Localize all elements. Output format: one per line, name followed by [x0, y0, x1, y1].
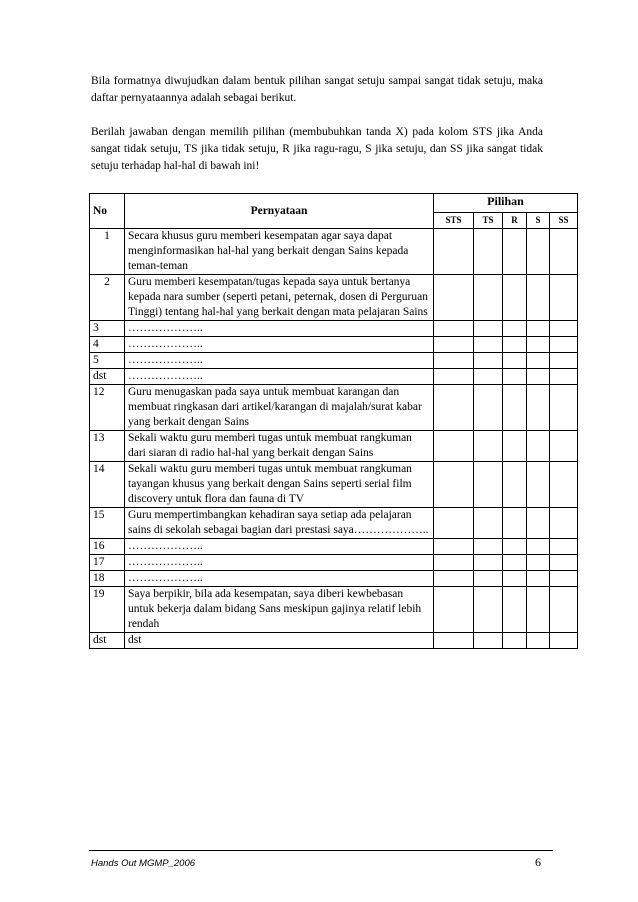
answer-cell-ts[interactable] [474, 555, 503, 571]
row-statement: ……………….. [125, 321, 434, 337]
answer-cell-sts[interactable] [434, 555, 474, 571]
answer-cell-ss[interactable] [550, 462, 578, 508]
answer-cell-s[interactable] [527, 229, 550, 275]
questionnaire-table [89, 193, 578, 649]
answer-cell-ts[interactable] [474, 353, 503, 369]
answer-cell-s[interactable] [527, 555, 550, 571]
answer-cell-s[interactable] [527, 539, 550, 555]
answer-cell-r[interactable] [503, 431, 527, 462]
answer-cell-ts[interactable] [474, 508, 503, 539]
answer-cell-ts[interactable] [474, 633, 503, 649]
answer-cell-s[interactable] [527, 633, 550, 649]
answer-cell-r[interactable] [503, 571, 527, 587]
table-row [90, 587, 578, 633]
header-choice: Pilihan [434, 194, 578, 213]
answer-cell-s[interactable] [527, 369, 550, 385]
answer-cell-sts[interactable] [434, 353, 474, 369]
answer-cell-s[interactable] [527, 337, 550, 353]
row-statement: ……………….. [125, 353, 434, 369]
row-number: dst [90, 633, 125, 649]
answer-cell-ts[interactable] [474, 321, 503, 337]
answer-cell-s[interactable] [527, 353, 550, 369]
answer-cell-sts[interactable] [434, 462, 474, 508]
row-statement: ……………….. [125, 571, 434, 587]
row-number: 17 [90, 555, 125, 571]
row-number: 3 [90, 321, 125, 337]
header-option-s: S [527, 212, 550, 228]
page-number: 6 [535, 855, 541, 869]
row-number: 1 [90, 229, 125, 275]
header-statement: Pernyataan [125, 194, 434, 229]
table-row [90, 508, 578, 539]
row-statement: dst [125, 633, 434, 649]
answer-cell-ss[interactable] [550, 353, 578, 369]
answer-cell-sts[interactable] [434, 587, 474, 633]
answer-cell-ts[interactable] [474, 539, 503, 555]
row-statement: ……………….. [125, 555, 434, 571]
answer-cell-s[interactable] [527, 275, 550, 321]
table-row [90, 555, 578, 571]
row-statement: Secara khusus guru memberi kesempatan agar saya dapat menginformasikan hal-hal yang berkait dengan Sains kepada teman-teman [125, 229, 434, 275]
row-statement: Guru memberi kesempatan/tugas kepada saya untuk bertanya kepada nara sumber (seperti petani, peternak, dosen di Perguruan Tinggi) tentang hal-hal yang berkait dengan mata pelajaran Sains [125, 275, 434, 321]
row-number: 12 [90, 385, 125, 431]
answer-cell-sts[interactable] [434, 571, 474, 587]
header-option-sts: STS [434, 212, 474, 228]
answer-cell-ts[interactable] [474, 337, 503, 353]
answer-cell-sts[interactable] [434, 337, 474, 353]
table-row [90, 539, 578, 555]
table-row [90, 229, 578, 275]
header-option-ss: SS [550, 212, 578, 228]
intro-paragraph-2: Berilah jawaban dengan memilih pilihan (membubuhkan tanda X) pada kolom STS jika Anda sangat tidak setuju, TS jika tidak setuju, R jika ragu-ragu, S jika setuju, dan SS jika sangat tidak setuju terhadap hal-hal di bawah ini! [91, 126, 543, 172]
row-number: 5 [90, 353, 125, 369]
answer-cell-s[interactable] [527, 431, 550, 462]
answer-cell-sts[interactable] [434, 369, 474, 385]
answer-cell-r[interactable] [503, 508, 527, 539]
header-option-r: R [503, 212, 527, 228]
answer-cell-ss[interactable] [550, 385, 578, 431]
answer-cell-ss[interactable] [550, 571, 578, 587]
answer-cell-ss[interactable] [550, 337, 578, 353]
answer-cell-ss[interactable] [550, 369, 578, 385]
table-row [90, 571, 578, 587]
row-statement: ……………….. [125, 337, 434, 353]
answer-cell-r[interactable] [503, 633, 527, 649]
answer-cell-s[interactable] [527, 587, 550, 633]
answer-cell-sts[interactable] [434, 275, 474, 321]
row-statement: Saya berpikir, bila ada kesempatan, saya diberi kewbebasan untuk bekerja dalam bidang Sans meskipun gajinya relatif lebih rendah [125, 587, 434, 633]
answer-cell-sts[interactable] [434, 539, 474, 555]
answer-cell-sts[interactable] [434, 633, 474, 649]
answer-cell-r[interactable] [503, 229, 527, 275]
answer-cell-ss[interactable] [550, 508, 578, 539]
answer-cell-ts[interactable] [474, 275, 503, 321]
answer-cell-r[interactable] [503, 385, 527, 431]
table-row [90, 337, 578, 353]
answer-cell-r[interactable] [503, 587, 527, 633]
table-row [90, 369, 578, 385]
row-number: dst [90, 369, 125, 385]
row-number: 19 [90, 587, 125, 633]
answer-cell-s[interactable] [527, 321, 550, 337]
answer-cell-ss[interactable] [550, 229, 578, 275]
table-row [90, 385, 578, 431]
row-statement: Guru menugaskan pada saya untuk membuat karangan dan membuat ringkasan dari artikel/karangan di majalah/surat kabar yang berkait dengan Sains [125, 385, 434, 431]
row-number: 15 [90, 508, 125, 539]
intro-paragraph-1: Bila formatnya diwujudkan dalam bentuk pilihan sangat setuju sampai sangat tidak setuju, maka daftar pernyataannya adalah sebagai berikut. [91, 75, 543, 104]
row-number: 13 [90, 431, 125, 462]
answer-cell-r[interactable] [503, 539, 527, 555]
answer-cell-ss[interactable] [550, 633, 578, 649]
row-statement: Guru mempertimbangkan kehadiran saya setiap ada pelajaran sains di sekolah sebagai bagian dari prestasi saya……………….. [125, 508, 434, 539]
answer-cell-s[interactable] [527, 462, 550, 508]
answer-cell-sts[interactable] [434, 431, 474, 462]
answer-cell-r[interactable] [503, 353, 527, 369]
table-row [90, 353, 578, 369]
table-row [90, 275, 578, 321]
answer-cell-ss[interactable] [550, 275, 578, 321]
table-row [90, 633, 578, 649]
row-statement: Sekali waktu guru memberi tugas untuk membuat rangkuman dari siaran di radio hal-hal yang berkait dengan Sains [125, 431, 434, 462]
answer-cell-r[interactable] [503, 321, 527, 337]
answer-cell-ts[interactable] [474, 369, 503, 385]
answer-cell-ss[interactable] [550, 321, 578, 337]
table-row [90, 431, 578, 462]
table-row [90, 321, 578, 337]
row-number: 14 [90, 462, 125, 508]
row-number: 18 [90, 571, 125, 587]
answer-cell-sts[interactable] [434, 229, 474, 275]
answer-cell-r[interactable] [503, 462, 527, 508]
footer-label: Hands Out MGMP_2006 [91, 858, 196, 869]
row-statement: ……………….. [125, 539, 434, 555]
answer-cell-sts[interactable] [434, 508, 474, 539]
answer-cell-s[interactable] [527, 571, 550, 587]
answer-cell-ts[interactable] [474, 571, 503, 587]
answer-cell-ss[interactable] [550, 431, 578, 462]
row-number: 16 [90, 539, 125, 555]
answer-cell-ss[interactable] [550, 539, 578, 555]
row-number: 2 [90, 275, 125, 321]
footer-divider [89, 850, 553, 851]
row-number: 4 [90, 337, 125, 353]
answer-cell-s[interactable] [527, 508, 550, 539]
answer-cell-r[interactable] [503, 555, 527, 571]
answer-cell-ss[interactable] [550, 587, 578, 633]
answer-cell-r[interactable] [503, 369, 527, 385]
answer-cell-s[interactable] [527, 385, 550, 431]
answer-cell-sts[interactable] [434, 385, 474, 431]
row-statement: ……………….. [125, 369, 434, 385]
answer-cell-r[interactable] [503, 275, 527, 321]
answer-cell-ts[interactable] [474, 229, 503, 275]
table-row [90, 462, 578, 508]
answer-cell-r[interactable] [503, 337, 527, 353]
answer-cell-ts[interactable] [474, 385, 503, 431]
answer-cell-ss[interactable] [550, 555, 578, 571]
answer-cell-ts[interactable] [474, 587, 503, 633]
header-no: No [90, 194, 125, 229]
answer-cell-ts[interactable] [474, 462, 503, 508]
header-option-ts: TS [474, 212, 503, 228]
answer-cell-sts[interactable] [434, 321, 474, 337]
row-statement: Sekali waktu guru memberi tugas untuk membuat rangkuman tayangan khusus yang berkait dengan Sains seperti serial film discovery untuk flora dan fauna di TV [125, 462, 434, 508]
answer-cell-ts[interactable] [474, 431, 503, 462]
